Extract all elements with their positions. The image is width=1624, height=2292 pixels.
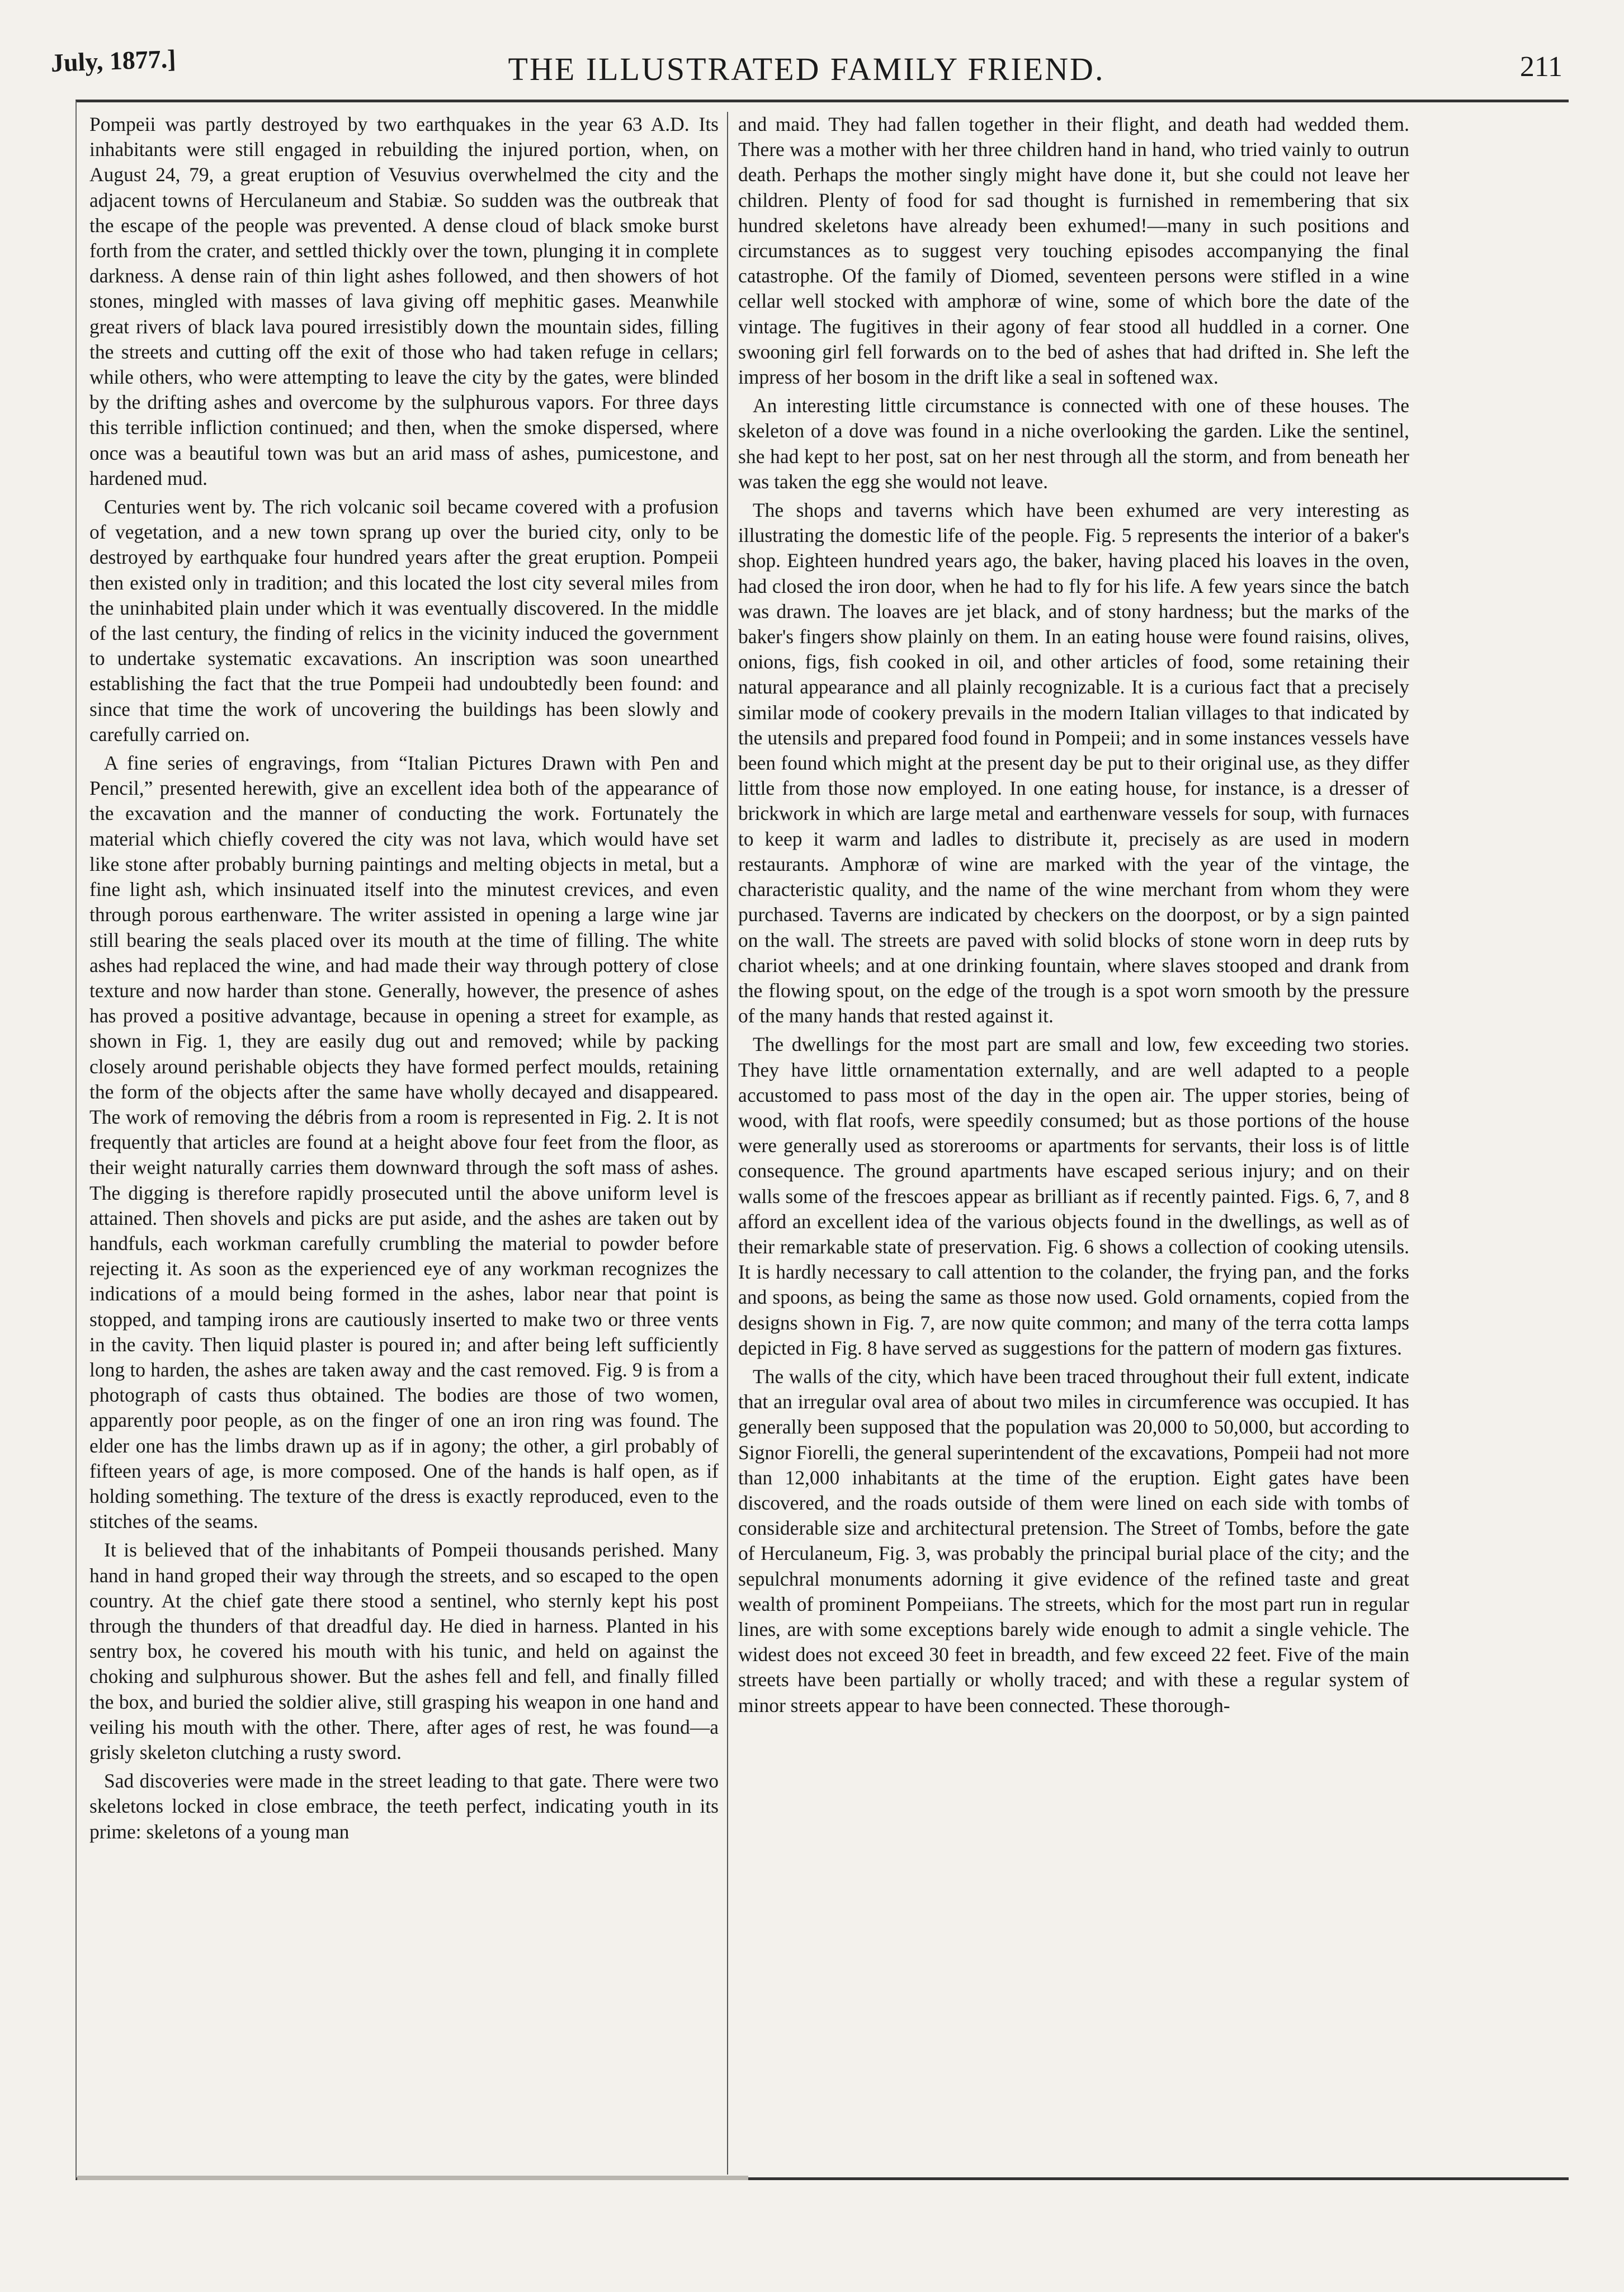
page-number: 211 <box>1519 51 1562 83</box>
right-column <box>738 112 1409 2175</box>
article-paragraph: and maid. They had fallen together in their flight, and death had wedded them. There was a mother with her three children hand in hand, who tried vainly to outrun death. Perhaps the mother singly might have done it, but she could not leave her children. Plenty of food for sad thought is furnished in remembering that six hundred skeletons have already been exhumed!—many in such positions and circumstances as to suggest very touching episodes accompanying the final catastrophe. Of the family of Diomed, seventeen persons were stifled in a wine cellar well stocked with amphoræ of wine, some of which bore the date of the vintage. The fugitives in their agony of fear stood all huddled in a corner. One swooning girl fell forwards on to the bed of ashes that had drifted in. She left the impress of her bosom in the drift like a seal in softened wax. <box>738 113 1409 389</box>
page-curl-shadow <box>77 2176 748 2180</box>
article-paragraph: An interesting little circumstance is connected with one of these houses. The skeleton of a dove was found in a niche overlooking the garden. Like the sentinel, she had kept to her post, sat on her nest through all the storm, and from beneath her was taken the egg she would not leave. <box>738 394 1409 493</box>
column-divider <box>727 112 728 2175</box>
article-paragraph: Sad discoveries were made in the street leading to that gate. There were two skeletons locked in close embrace, the teeth perfect, indicating youth in its prime: skeletons of a young man <box>89 1770 719 1843</box>
article-paragraph: The dwellings for the most part are small and low, few exceeding two stories. They have little ornamentation externally, and are well adapted to a people accustomed to pass most of the day in the open air. The upper stories, being of wood, with flat roofs, were speedily consumed; but as those portions of the house were generally used as storerooms or apartments for servants, their loss is of little consequence. The ground apartments have escaped serious injury; and on their walls some of the frescoes appear as brilliant as if recently painted. Figs. 6, 7, and 8 afford an excellent idea of the various objects found in the dwellings, as well as of their remarkable state of preservation. Fig. 6 shows a collection of cooking utensils. It is hardly necessary to call attention to the colander, the frying pan, and the forks and spoons, as being the same as those now used. Gold ornaments, copied from the designs shown in Fig. 7, are now quite common; and many of the terra cotta lamps depicted in Fig. 8 have served as suggestions for the pattern of modern gas fixtures. <box>738 1033 1409 1359</box>
article-paragraph: It is believed that of the inhabitants of Pompeii thousands perished. Many hand in hand groped their way through the streets, and so escaped to the open country. At the chief gate there stood a sentinel, who sternly kept his post through the thunders of that dreadful day. He died in harness. Planted in his sentry box, he covered his mouth with his tunic, and held on against the choking and sulphurous shower. But the ashes fell and fell, and finally filled the box, and buried the soldier alive, still grasping his weapon in one hand and veiling his mouth with the other. There, after ages of rest, he was found—a grisly skeleton clutching a rusty sword. <box>89 1539 719 1763</box>
article-paragraph: Pompeii was partly destroyed by two earthquakes in the year 63 A.D. Its inhabitants were still engaged in rebuilding the injured portion, when, on August 24, 79, a great eruption of Vesuvius overwhelmed the city and the adjacent towns of Herculaneum and Stabiæ. So sudden was the outbreak that the escape of the people was prevented. A dense cloud of black smoke burst forth from the crater, and settled thickly over the town, plunging it in complete darkness. A dense rain of thin light ashes followed, and then showers of hot stones, mingled with masses of lava giving off mephitic gases. Meanwhile great rivers of black lava poured irresistibly down the mountain sides, filling the streets and cutting off the exit of those who had taken refuge in cellars; while others, who were attempting to leave the city by the gates, were blinded by the drifting ashes and overcome by the sulphurous vapors. For three days this terrible infliction continued; and then, when the smoke dispersed, where once was a beautiful town was but an arid mass of ashes, pumicestone, and hardened mud. <box>89 113 719 489</box>
article-paragraph: A fine series of engravings, from “Italian Pictures Drawn with Pen and Pencil,” presented herewith, give an excellent idea both of the appearance of the excavation and the manner of conducting the work. Fortunately the material which chiefly covered the city was not lava, which would have set like stone after probably burning paintings and melting objects in metal, but a fine light ash, which insinuated itself into the minutest crevices, and even through porous earthenware. The writer assisted in opening a large wine jar still bearing the seals placed over its mouth at the time of filling. The white ashes had replaced the wine, and had made their way through pottery of close texture and now harder than stone. Generally, however, the presence of ashes has proved a positive advantage, because in opening a street for example, as shown in Fig. 1, they are easily dug out and removed; while by packing closely around perishable objects they have formed perfect moulds, retaining the form of the objects after the same have wholly decayed and disappeared. The work of removing the débris from a room is represented in Fig. 2. It is not frequently that articles are found at a height above four feet from the floor, as their weight naturally carries them downward through the soft mass of ashes. The digging is therefore rapidly prosecuted until the above uniform level is attained. Then shovels and picks are put aside, and the ashes are taken out by handfuls, each workman carefully crumbling the material to powder before rejecting it. As soon as the experienced eye of any workman recognizes the indications of a mould being formed in the ashes, labor near that point is stopped, and tamping irons are cautiously inserted to make two or three vents in the cavity. Then liquid plaster is poured in; and after being left sufficiently long to harden, the ashes are taken away and the cast removed. Fig. 9 is from a photograph of casts thus obtained. The bodies are those of two women, apparently poor people, as on the finger of one an iron ring was found. The elder one has the limbs drawn up as if in agony; the other, a girl probably of fifteen years of age, is more composed. One of the hands is half open, as if holding something. The texture of the dress is exactly reproduced, even to the stitches of the seams. <box>89 752 719 1533</box>
publication-title: THE ILLUSTRATED FAMILY FRIEND. <box>508 51 1105 87</box>
left-column <box>89 112 719 2175</box>
page-header <box>50 44 1562 98</box>
article-paragraph: The walls of the city, which have been traced throughout their full extent, indicate that an irregular oval area of about two miles in circumference was occupied. It has generally been supposed that the population was 20,000 to 50,000, but according to Signor Fiorelli, the general superintendent of the excavations, Pompeii had not more than 12,000 inhabitants at the time of the eruption. Eight gates have been discovered, and the roads outside of them were lined on each side with tombs of considerable size and architectural pretension. The Street of Tombs, before the gate of Herculaneum, Fig. 3, was probably the principal burial place of the city; and the sepulchral monuments adorning it give evidence of the refined taste and great wealth of prominent Pompeiians. The streets, which for the most part run in regular lines, are with some exceptions barely wide enough to admit a single vehicle. The widest does not exceed 30 feet in breadth, and few exceed 22 feet. Five of the main streets have been partially or wholly traced; and with these a regular system of minor streets appear to have been connected. These thorough- <box>738 1365 1409 1716</box>
article-paragraph: Centuries went by. The rich volcanic soil became covered with a profusion of vegetation, and a new town sprang up over the buried city, only to be destroyed by earthquake four hundred years after the great eruption. Pompeii then existed only in tradition; and this located the lost city several miles from the uninhabited plain under which it was eventually discovered. In the middle of the last century, the finding of relics in the vicinity induced the government to undertake systematic excavations. An inscription was soon unearthed establishing the fact that the true Pompeii had undoubtedly been found: and since that time the work of uncovering the buildings has been slowly and carefully carried on. <box>89 496 719 746</box>
article-paragraph: The shops and taverns which have been exhumed are very interesting as illustrating the domestic life of the people. Fig. 5 represents the interior of a baker's shop. Eighteen hundred years ago, the baker, having placed his loaves in the oven, had closed the iron door, when he had to fly for his life. A few years since the batch was drawn. The loaves are jet black, and of stony hardness; but the marks of the baker's fingers show plainly on them. In an eating house were found raisins, olives, onions, figs, fish cooked in oil, and other articles of food, some retaining their natural appearance and all plainly recognizable. It is a curious fact that a precisely similar mode of cookery prevails in the modern Italian villages to that indicated by the utensils and prepared food found in Pompeii; and in some instances vessels have been found which might at the present day be put to their original use, as they differ little from those now employed. In one eating house, for instance, is a dresser of brickwork in which are large metal and earthenware vessels for soup, with furnaces to keep it warm and ladles to distribute it, precisely as are used in modern restaurants. Amphoræ of wine are marked with the year of the vintage, the characteristic quality, and the name of the wine merchant from whom they were purchased. Taverns are indicated by checkers on the doorpost, or by a sign painted on the wall. The streets are paved with solid blocks of stone worn in deep ruts by chariot wheels; and at one drinking fountain, where slaves stooped and drank from the flowing spout, on the edge of the trough is a spot worn smooth by the pressure of the many hands that rested against it. <box>738 499 1409 1027</box>
issue-date: July, 1877.] <box>50 44 177 77</box>
